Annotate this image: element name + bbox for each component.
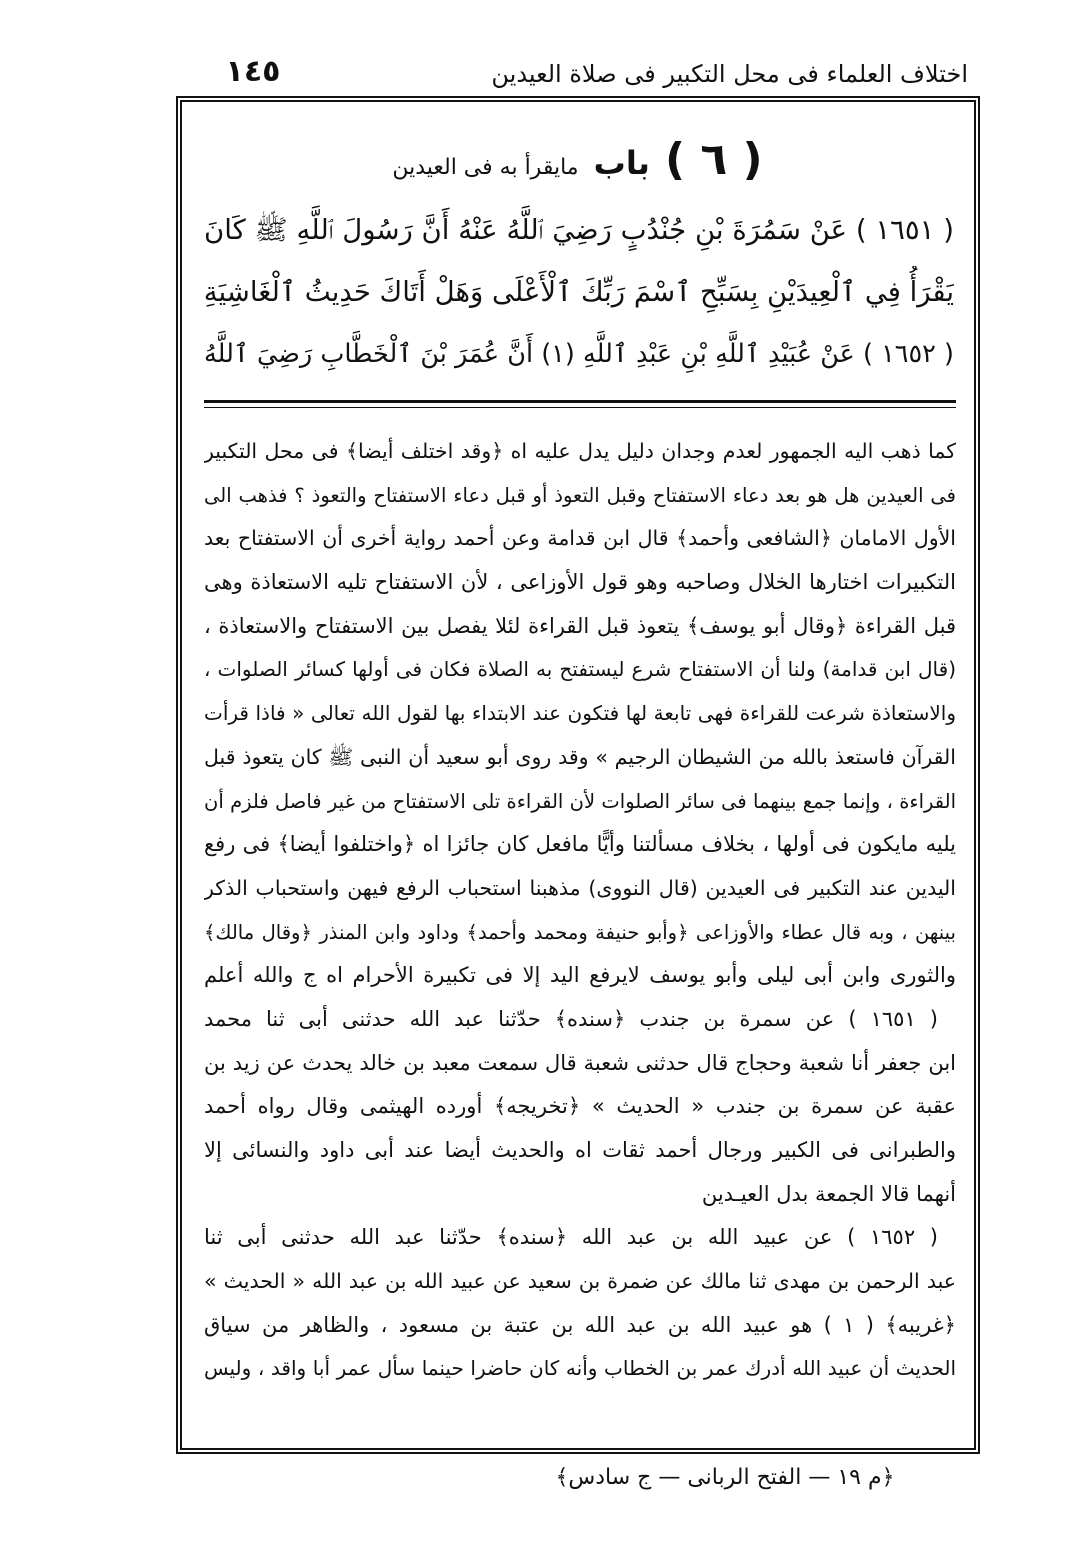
commentary-line: قبل القراءة ﴿وقال أبو يوسف﴾ يتعوذ قبل القراءة لئلا يفصل بين الاستفتاح والاستعاذة ،: [204, 613, 956, 638]
commentary-line: والاستعاذة شرعت للقراءة فهى تابعة لها فتكون عند الابتداء بها لقول الله تعالى « فاذا قرأت: [204, 701, 956, 726]
chapter-title: مايقرأ به فى العيدين: [392, 155, 579, 180]
hadith-line: ( ١٦٥٢ ) عَنْ عُبَيْدِ ٱللَّهِ بْنِ عَبْدِ ٱللَّهِ (١) أَنَّ عُمَرَ بْنَ ٱلْخَطَّابِ رَضِيَ ٱللَّهُ: [204, 339, 954, 369]
hadith-line: يَقْرَأُ فِي ٱلْعِيدَيْنِ بِسَبِّحِ ٱسْمَ رَبِّكَ ٱلْأَعْلَى وَهَلْ أَتَاكَ حَدِيثُ ٱلْغَاشِيَةِ: [204, 276, 954, 308]
commentary-line: (قال ابن قدامة) ولنا أن الاستفتاح شرع ليستفتح به الصلاة فكان فى أولها كسائر الصلوات ،: [204, 657, 956, 682]
commentary-line: والثورى وابن أبى ليلى وأبو يوسف لايرفع اليد إلا فى تكبيرة الأحرام اه ج والله أعلم: [204, 963, 956, 988]
footnote-line: ﴿غريبه﴾ ( ١ ) هو عبيد الله بن عبد الله بن عتبة بن مسعود ، والظاهر من سياق: [204, 1312, 956, 1337]
commentary-line: والطبرانى فى الكبير ورجال أحمد ثقات اه والحديث أيضا عند أبى داود والنسائى إلا: [204, 1138, 956, 1162]
commentary-line: كما ذهب اليه الجمهور لعدم وجدان دليل يدل عليه اه ﴿وقد اختلف أيضا﴾ فى محل التكبير: [204, 439, 956, 463]
page-number: ١٤٥: [225, 54, 281, 89]
commentary-line: القرآن فاستعذ بالله من الشيطان الرجيم » وقد روى أبو سعيد أن النبى ﷺ كان يتعوذ قبل: [204, 744, 956, 769]
chapter-bab-label: باب: [593, 144, 650, 182]
commentary-block: [204, 430, 956, 1391]
chapter-heading: [200, 128, 955, 192]
commentary-line: الأول الامامان ﴿الشافعى وأحمد﴾ قال ابن قدامة وعن أحمد رواية أخرى أن الاستفتاح بعد: [204, 526, 956, 551]
signature-footer: ﴿م ١٩ — الفتح الربانى — ج سادس﴾: [555, 1465, 895, 1490]
hadith-line: ( ١٦٥١ ) عَنْ سَمُرَةَ بْنِ جُنْدُبٍ رَضِيَ ٱللَّهُ عَنْهُ أَنَّ رَسُولَ ٱللَّهِ ﷺ كَانَ: [204, 214, 954, 246]
commentary-line: التكبيرات اختارها الخلال وصاحبه وهو قول الأوزاعى ، لأن الاستفتاح تليه الاستعاذة وهى: [204, 570, 956, 595]
commentary-line: يليه مايكون فى أولها ، بخلاف مسألتنا وأيًّا مافعل كان جائزا اه ﴿واختلفوا أيضا﴾ فى رفع: [204, 832, 956, 857]
footnote-line: الحديث أن عبيد الله أدرك عمر بن الخطاب وأنه كان حاضرا حينما سأل عمر أبا واقد ، وليس: [204, 1356, 956, 1381]
section-divider: [204, 400, 956, 408]
commentary-line: أنهما قالا الجمعة بدل العيـدين: [701, 1181, 956, 1206]
commentary-line: بينهن ، وبه قال عطاء والأوزاعى ﴿وأبو حنيفة ومحمد وأحمد﴾ وداود وابن المنذر ﴿وقال مالك﴾: [204, 920, 956, 944]
commentary-line: عقبة عن سمرة بن جندب « الحديث » ﴿تخريجه﴾ أورده الهيثمى وقال رواه أحمد: [204, 1094, 956, 1119]
commentary-line: القراءة ، وإنما جمع بينهما فى سائر الصلوات لأن القراءة تلى الاستفتاح من غير فاصل فلزم أن: [204, 789, 956, 813]
commentary-line: فى العيدين هل هو بعد دعاء الاستفتاح وقبل التعوذ أو قبل دعاء الاستفتاح والتعوذ ؟ فذهب الى: [204, 483, 956, 507]
commentary-line: اليدين عند التكبير فى العيدين (قال النووى) مذهبنا استحباب الرفع فيهن واستحباب الذكر: [204, 875, 956, 900]
chapter-number: ( ٦ ): [664, 134, 763, 185]
isnad-line-1651: ( ١٦٥١ ) عن سمرة بن جندب ﴿سنده﴾ حدّثنا عبد الله حدثنى أبى ثنا محمد: [204, 1006, 938, 1031]
isnad-line-1652: ( ١٦٥٢ ) عن عبيد الله بن عبد الله ﴿سنده﴾ حدّثنا عبد الله حدثنى أبى ثنا: [204, 1225, 938, 1250]
commentary-line: ابن جعفر أنا شعبة وحجاج قال حدثنى شعبة قال سمعت معبد بن خالد يحدث عن زيد بن: [204, 1050, 956, 1075]
commentary-line: عبد الرحمن بن مهدى ثنا مالك عن ضمرة بن سعيد عن عبيد الله بن عبد الله « الحديث »: [204, 1269, 956, 1294]
running-header-title: اختلاف العلماء فى محل التكبير فى صلاة العيدين: [491, 60, 968, 88]
